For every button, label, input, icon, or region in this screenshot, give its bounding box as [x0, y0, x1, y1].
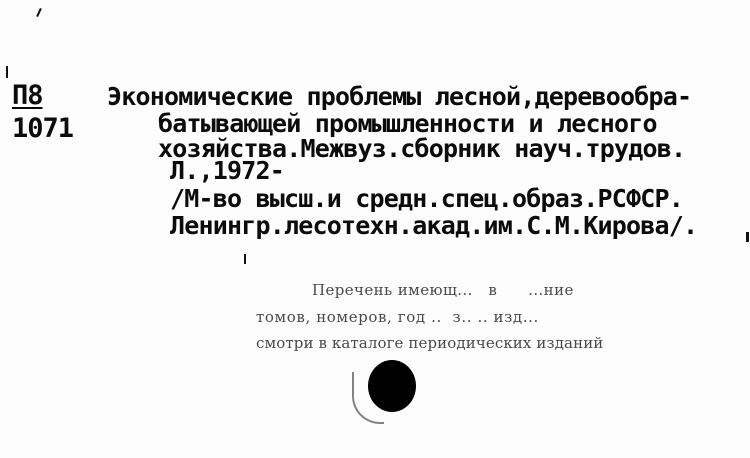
- entry-title-line-3: хозяйства.Межвуз.сборник науч.трудов.: [158, 134, 686, 163]
- stamp-text-line-2: томов, номеров, год .. з.. .. изд...: [256, 308, 539, 326]
- entry-publication-place-year: Л.,1972-: [170, 156, 285, 185]
- ink-speck: [36, 8, 42, 17]
- punch-hole: [368, 360, 416, 412]
- entry-title-line-1: Экономические проблемы лесной,деревообра-: [107, 82, 692, 111]
- entry-issuing-body-line-2: Ленингр.лесотехн.акад.им.С.М.Кирова/.: [170, 211, 698, 240]
- entry-title-line-2: батывающей промышленности и лесного: [158, 109, 657, 138]
- stamp-text-line-1: Перечень имеющ... в ...ние: [312, 281, 574, 299]
- entry-issuing-body-line-1: /М-во высш.и средн.спец.образ.РСФСР.: [170, 184, 684, 213]
- shelfmark-class: П8: [12, 80, 43, 111]
- stamp-text-line-3: смотри в каталоге периодических изданий: [256, 334, 604, 352]
- ink-speck: [6, 66, 8, 78]
- ink-speck: [746, 232, 749, 242]
- ink-speck: [244, 254, 246, 264]
- shelfmark-number: 1071: [12, 113, 74, 144]
